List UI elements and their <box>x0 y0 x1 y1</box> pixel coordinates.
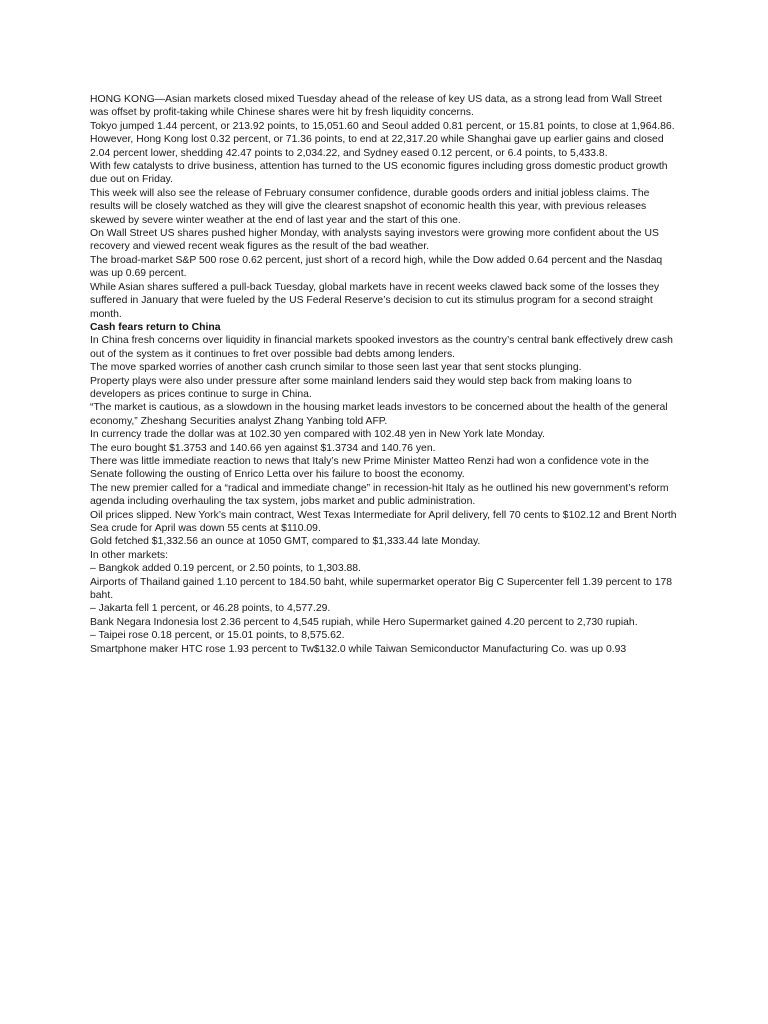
paragraph-jakarta: – Jakarta fell 1 percent, or 46.28 points, to 4,577.29. <box>90 603 331 615</box>
paragraph-currency-dollar: In currency trade the dollar was at 102.30 yen compared with 102.48 yen in New York late Monday. <box>90 429 545 441</box>
paragraph-this-week: This week will also see the release of February consumer confidence, durable goods orders and initial jobless claims. The results will be closely watched as they will give the clearest snapshot of economic health this year, with previous releases skewed by severe winter weather at the end of last year and the start of this one. <box>90 187 650 226</box>
paragraph-china-liquidity: In China fresh concerns over liquidity in financial markets spooked investors as the country’s central bank effectively drew cash out of the system as it continues to fret over possible bad debts among lenders. <box>90 335 673 360</box>
paragraph-thailand-stocks: Airports of Thailand gained 1.10 percent to 184.50 baht, while supermarket operator Big C Supercenter fell 1.39 percent to 178 baht. <box>90 576 673 602</box>
paragraph-quote-analyst: “The market is cautious, as a slowdown in the housing market leads investors to be concerned about the health of the general economy,” Zheshang Securities analyst Zhang Yanbing told AFP. <box>90 402 668 427</box>
paragraph-bangkok: – Bangkok added 0.19 percent, or 2.50 points, to 1,303.88. <box>90 563 361 575</box>
news-article <box>90 93 682 656</box>
paragraph-property: Property plays were also under pressure after some mainland lenders said they would step back from making loans to developers as prices continue to surge in China. <box>90 375 632 400</box>
paragraph-oil: Oil prices slipped. New York’s main contract, West Texas Intermediate for April delivery, fell 70 cents to $102.12 and Brent North Sea crude for April was down 55 cents at $110.09. <box>90 509 677 534</box>
paragraph-italy-premier: The new premier called for a “radical and immediate change” in recession-hit Italy as he outlined his new government’s reform agenda including overhauling the tax system, jobs market and public administration. <box>90 482 669 508</box>
paragraph-asian-pullback: While Asian shares suffered a pull-back Tuesday, global markets have in recent weeks clawed back some of the losses they suffered in January that were fueled by the US Federal Reserve’s decision to cut its stimulus program for a second straight month. <box>90 281 660 320</box>
paragraph-sp500: The broad-market S&P 500 rose 0.62 percent, just short of a record high, while the Dow added 0.64 percent and the Nasdaq was up 0.69 percent. <box>90 254 663 280</box>
paragraph-tokyo-seoul: Tokyo jumped 1.44 percent, or 213.92 points, to 15,051.60 and Seoul added 0.81 percent, or 15.81 points, to close at 1,964.86. <box>90 120 675 132</box>
paragraph-other-markets: In other markets: <box>90 549 168 561</box>
paragraph-taipei: – Taipei rose 0.18 percent, or 15.01 points, to 8,575.62. <box>90 630 345 642</box>
paragraph-italy-vote: There was little immediate reaction to news that Italy’s new Prime Minister Matteo Renzi had won a confidence vote in the Senate following the ousting of Enrico Letta over his failure to boost the economy. <box>90 455 649 481</box>
section-subheading: Cash fears return to China <box>90 321 221 333</box>
paragraph-catalysts: With few catalysts to drive business, attention has turned to the US economic figures including gross domestic product growth due out on Friday. <box>90 161 668 186</box>
paragraph-gold: Gold fetched $1,332.56 an ounce at 1050 GMT, compared to $1,333.44 late Monday. <box>90 536 481 548</box>
paragraph-taiwan-stocks: Smartphone maker HTC rose 1.93 percent to Tw$132.0 while Taiwan Semiconductor Manufacturing Co. was up 0.93 <box>90 643 627 655</box>
paragraph-cash-crunch: The move sparked worries of another cash crunch similar to those seen last year that sent stocks plunging. <box>90 362 582 374</box>
paragraph-hongkong-shanghai-sydney: However, Hong Kong lost 0.32 percent, or 71.36 points, to end at 22,317.20 while Shanghai gave up earlier gains and closed 2.04 percent lower, shedding 42.47 points to 2,034.22, and Sydney eased 0.12 percent, or 6.4 points, to 5,433.8. <box>90 134 664 159</box>
paragraph-intro: HONG KONG—Asian markets closed mixed Tuesday ahead of the release of key US data, as a strong lead from Wall Street was offset by profit-taking while Chinese shares were hit by fresh liquidity concerns. <box>90 94 662 119</box>
paragraph-indonesia-stocks: Bank Negara Indonesia lost 2.36 percent to 4,545 rupiah, while Hero Supermarket gained 4.20 percent to 2,730 rupiah. <box>90 616 638 628</box>
paragraph-currency-euro: The euro bought $1.3753 and 140.66 yen against $1.3734 and 140.76 yen. <box>90 442 436 454</box>
paragraph-wall-street: On Wall Street US shares pushed higher Monday, with analysts saying investors were growing more confident about the US recovery and viewed recent weak figures as the result of the bad weather. <box>90 228 659 253</box>
